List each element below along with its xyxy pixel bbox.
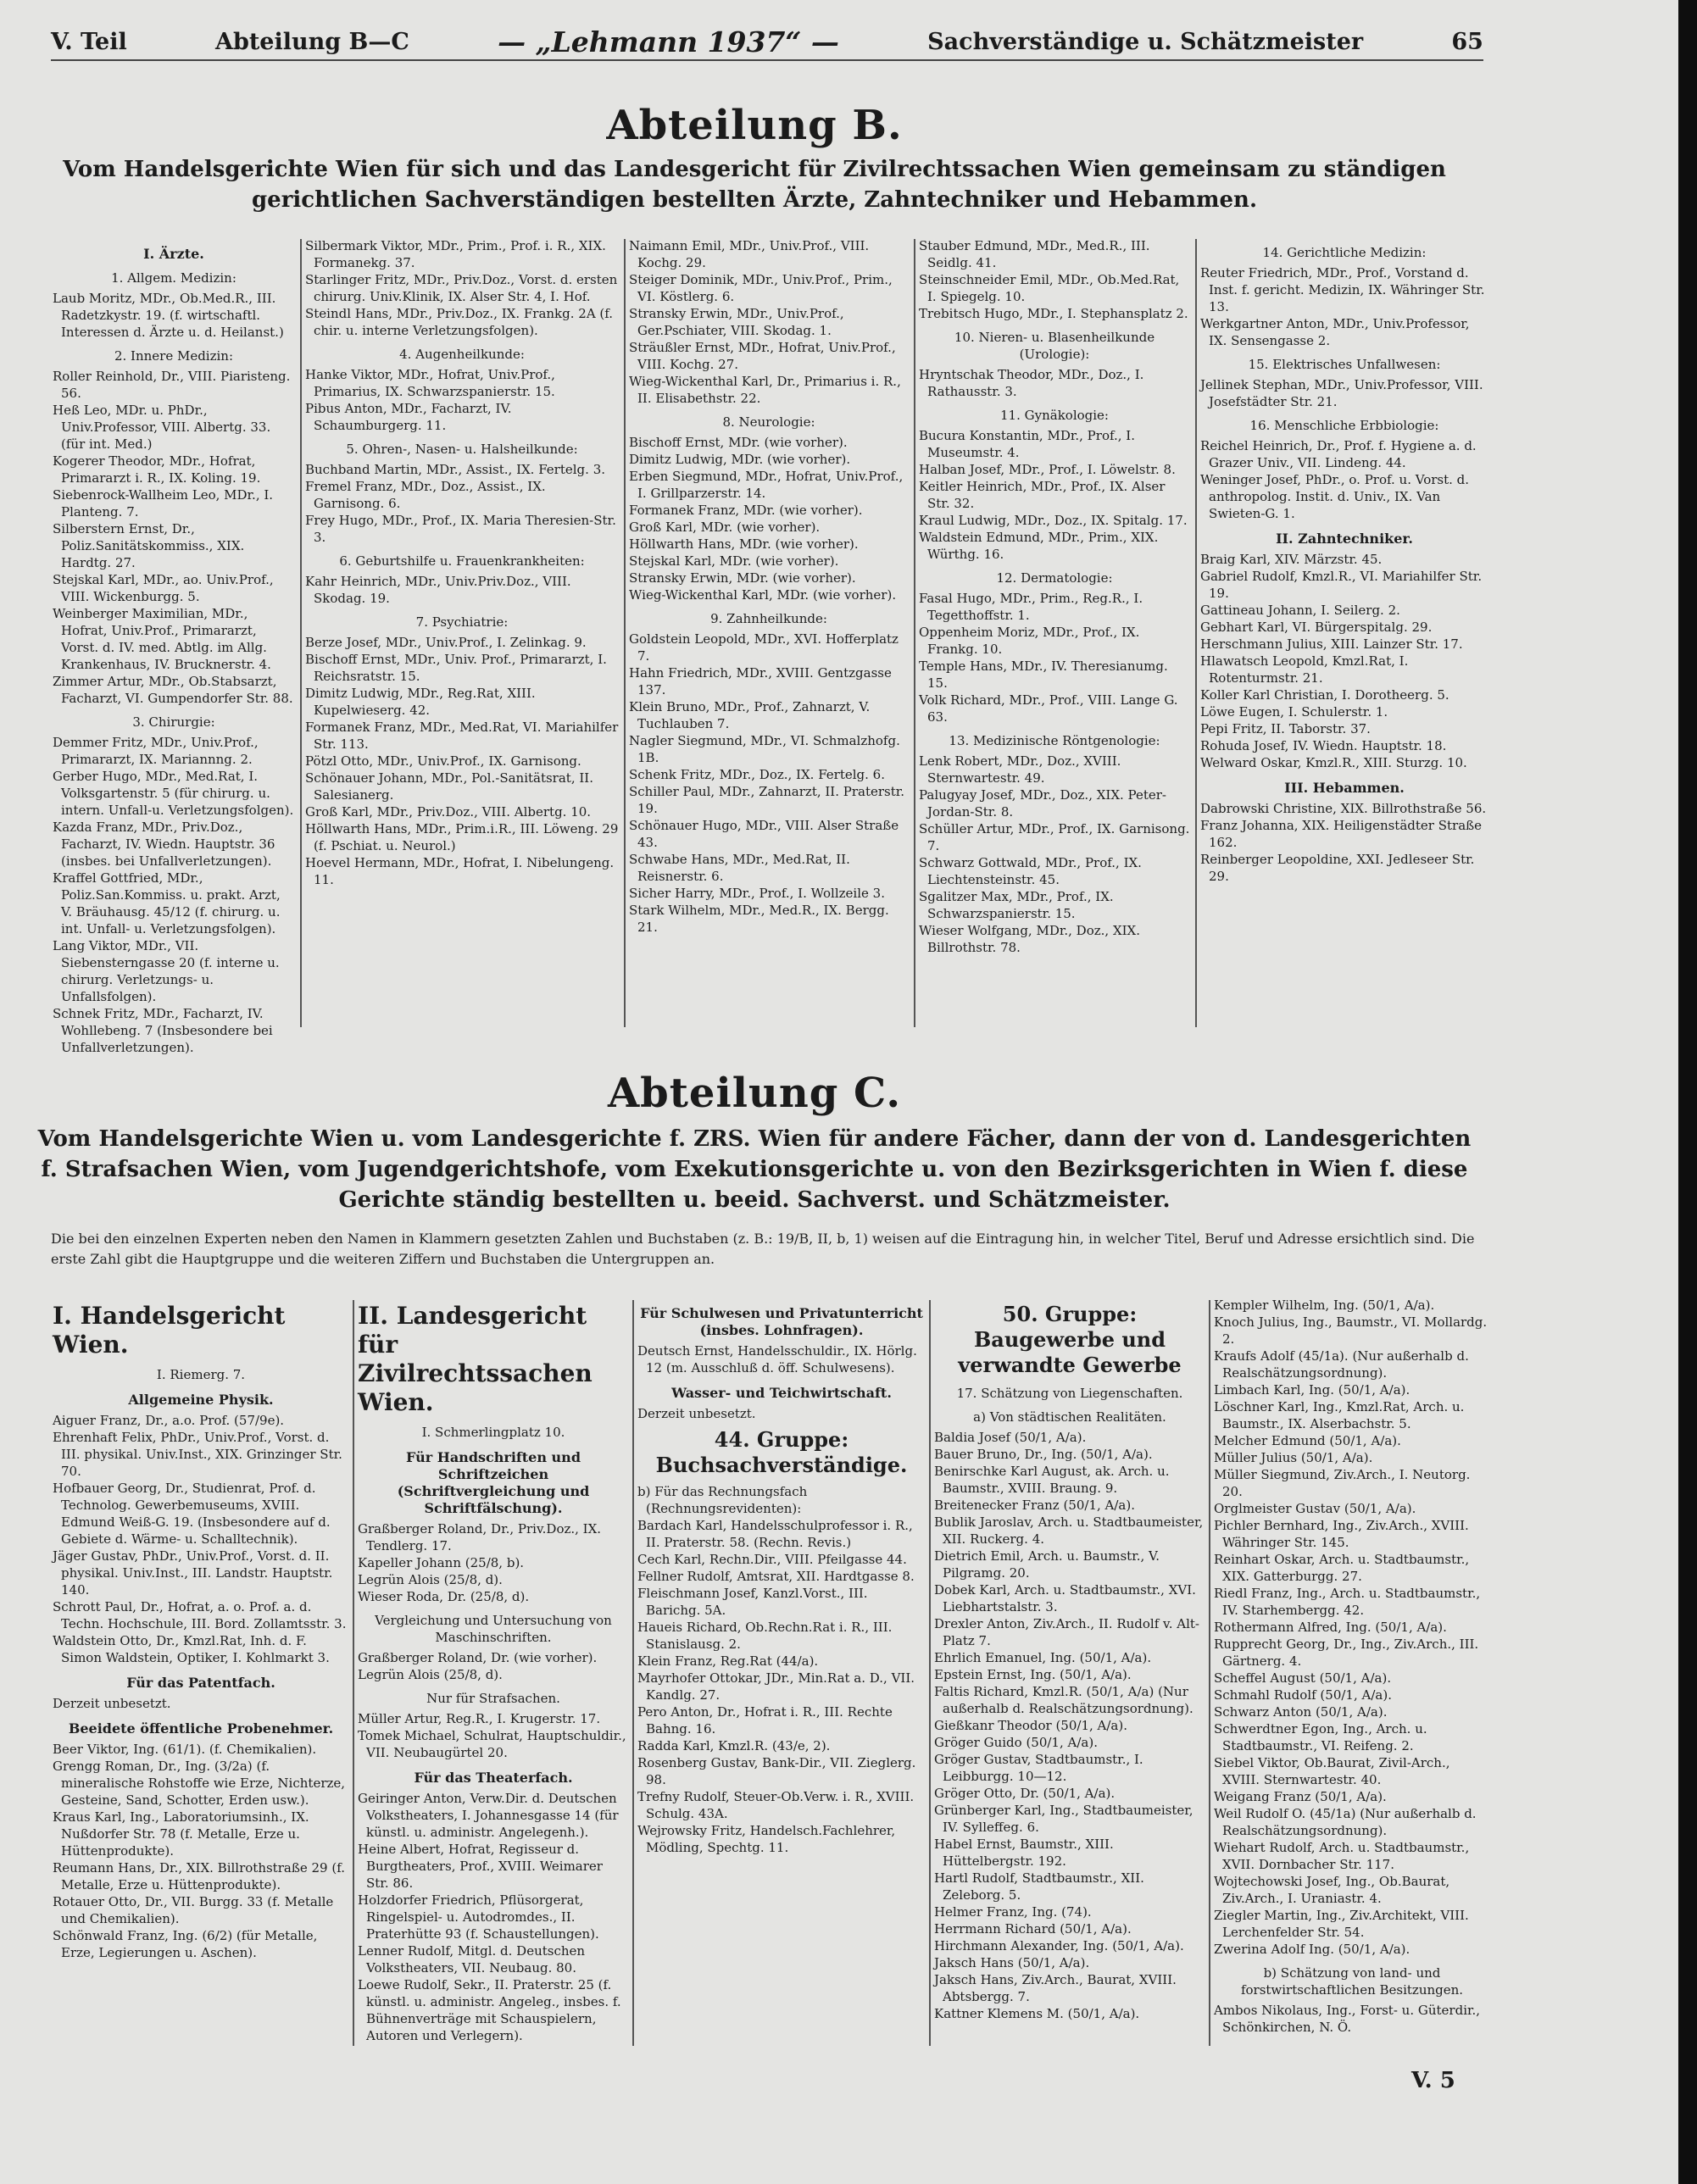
list-item: Gerber Hugo, MDr., Med.Rat, I. Volksgartenstr. 5 (für chirurg. u. intern. Unfall-u. Verletzungsfolgen). [53,769,294,818]
list-item: Kraffel Gottfried, MDr., Poliz.San.Kommiss. u. prakt. Arzt, V. Bräuhausg. 45/12 (f. chirurg. u. int. Unfall- u. Verletzungsfolgen). [53,870,281,936]
section-b-column-2 [305,237,619,1034]
list-item: Gröger Otto, Dr. (50/1, A/a). [934,1786,1116,1801]
list-item: Schwerdtner Egon, Ing., Arch. u. Stadtbaumstr., VI. Reifeng. 2. [1214,1721,1427,1753]
list-item: Gröger Guido (50/1, A/a). [934,1735,1098,1750]
list-item: Rosenberg Gustav, Bank-Dir., VII. Zieglerg. 98. [637,1755,916,1787]
list-item: Silberstern Ernst, Dr., Poliz.Sanitätskommiss., XIX. Hardtg. 27. [53,521,245,570]
list-item: Heine Albert, Hofrat, Regisseur d. Burgtheaters, Prof., XVIII. Weimarer Str. 86. [358,1842,603,1891]
list-item: Müller Artur, Reg.R., I. Krugerstr. 17. [358,1711,601,1726]
list-item: Loewe Rudolf, Sekr., II. Praterstr. 25 (f. künstl. u. administr. Angeleg., insbes. f. Bühnenverträge mit Schauspielern, Autoren und Verlegern). [358,1977,621,2043]
subheading: 4. Augenheilkunde: [399,347,525,362]
list-item: Helmer Franz, Ing. (74). [934,1904,1092,1920]
section-b-subtitle: Vom Handelsgerichte Wien für sich und das Landesgericht für Zivilrechtssachen Wien gemeinsam zu ständigen gerichtlichen Sachverständigen bestellten Ärzte, Zahntechniker und Hebammen. [63,157,1446,213]
list-item: Steindl Hans, MDr., Priv.Doz., IX. Frankg. 2A (f. chir. u. interne Verletzungsfolgen). [305,306,614,338]
subheading: 1. Allgem. Medizin: [111,270,236,286]
list-item: Pibus Anton, MDr., Facharzt, IV. Schaumburgerg. 11. [305,401,512,433]
list-item: Faltis Richard, Kmzl.R. (50/1, A/a) (Nur außerhalb d. Realschätzungsordnung). [934,1684,1193,1716]
list-item: Gießkanr Theodor (50/1, A/a). [934,1718,1127,1733]
list-item: Hanke Viktor, MDr., Hofrat, Univ.Prof., Primarius, IX. Schwarzspanierstr. 15. [305,367,555,399]
list-item: Halban Josef, MDr., Prof., I. Löwelstr. 8. [919,462,1176,477]
list-item: Schwarz Anton (50/1, A/a). [1214,1704,1388,1720]
column-rule [1195,239,1197,1027]
list-item: Bischoff Ernst, MDr., Univ. Prof., Primararzt, I. Reichsratstr. 15. [305,652,607,684]
list-item: Riedl Franz, Ing., Arch. u. Stadtbaumstr., IV. Starhembergg. 42. [1214,1586,1481,1618]
list-item: Ziegler Martin, Ing., Ziv.Architekt, VIII. Lerchenfelder Str. 54. [1214,1908,1469,1940]
list-item: Cech Karl, Rechn.Dir., VIII. Pfeilgasse 44. [637,1552,907,1567]
list-item: Graßberger Roland, Dr. (wie vorher). [358,1650,598,1665]
list-item: Starlinger Fritz, MDr., Priv.Doz., Vorst. d. ersten chirurg. Univ.Klinik, IX. Alser Str. 4, I. Hof. [305,272,618,304]
subheading: I. Riemerg. 7. [156,1367,246,1382]
list-item: Kattner Klemens M. (50/1, A/a). [934,2006,1140,2021]
list-item: Kogerer Theodor, MDr., Hofrat, Primararzt i. R., IX. Koling. 19. [53,453,261,486]
list-item: Groß Karl, MDr., Priv.Doz., VIII. Albertg. 10. [305,804,592,820]
list-item: Sgalitzer Max, MDr., Prof., IX. Schwarzspanierstr. 15. [919,889,1114,921]
list-item: Kraufs Adolf (45/1a). (Nur außerhalb d. Realschätzungsordnung). [1214,1348,1469,1381]
list-item: Löwe Eugen, I. Schulerstr. 1. [1200,704,1388,720]
list-item: Heß Leo, MDr. u. PhDr., Univ.Professor, VIII. Albertg. 33. (für int. Med.) [53,403,271,452]
list-item: Kraus Karl, Ing., Laboratoriumsinh., IX. Nußdorfer Str. 78 (f. Metalle, Erze u. Hüttenprodukte). [53,1809,309,1859]
heading: III. Hebammen. [1284,780,1405,796]
list-item: Hoevel Hermann, MDr., Hofrat, I. Nibelungeng. 11. [305,855,615,887]
list-item: Dietrich Emil, Arch. u. Baumstr., V. Pilgramg. 20. [934,1548,1160,1581]
column-rule [632,1300,634,2046]
list-item: Schwabe Hans, MDr., Med.Rat, II. Reisnerstr. 6. [629,852,850,884]
heading: Für das Patentfach. [126,1675,275,1691]
list-item: Keitler Heinrich, MDr., Prof., IX. Alser Str. 32. [919,479,1166,511]
heading: 44. Gruppe: Buchsachverständige. [655,1427,908,1477]
list-item: Drexler Anton, Ziv.Arch., II. Rudolf v. Alt-Platz 7. [934,1616,1199,1648]
page-number: 65 [1451,28,1483,55]
list-item: Pepi Fritz, II. Taborstr. 37. [1200,721,1371,736]
list-item: Wojtechowski Josef, Ing., Ob.Baurat, Ziv.Arch., I. Uraniastr. 4. [1214,1874,1450,1906]
list-item: Legrün Alois (25/8, d). [358,1572,503,1587]
list-item: Pichler Bernhard, Ing., Ziv.Arch., XVIII. Währinger Str. 145. [1214,1518,1469,1550]
list-item: Schüller Artur, MDr., Prof., IX. Garnisong. 7. [919,821,1190,853]
list-item: Klein Franz, Reg.Rat (44/a). [637,1653,819,1669]
list-item: Temple Hans, MDr., IV. Theresianumg. 15. [919,659,1168,691]
section-b-column-4 [919,237,1190,1034]
footer-mark: V. 5 [1411,2068,1455,2093]
list-item: Aiguer Franz, Dr., a.o. Prof. (57/9e). [53,1413,285,1428]
heading: II. Zahntechniker. [1276,531,1413,547]
running-head [51,24,1483,61]
list-item: Reichel Heinrich, Dr., Prof. f. Hygiene a. d. Grazer Univ., VII. Lindeng. 44. [1200,438,1477,470]
list-item: Oppenheim Moriz, MDr., Prof., IX. Frankg. 10. [919,625,1140,657]
section-c-title: Abteilung C. [607,1070,902,1117]
heading: I. Handelsgericht Wien. [53,1302,286,1359]
list-item: Formanek Franz, MDr., Med.Rat, VI. Mariahilfer Str. 113. [305,720,619,752]
list-item: Schiller Paul, MDr., Zahnarzt, II. Praterstr. 19. [629,784,905,816]
list-item: Werkgartner Anton, MDr., Univ.Professor, IX. Sensengasse 2. [1200,316,1470,348]
list-item: Trefny Rudolf, Steuer-Ob.Verw. i. R., XVIII. Schulg. 43A. [637,1789,915,1821]
list-item: Schönauer Hugo, MDr., VIII. Alser Straße 43. [629,818,899,850]
list-item: Lenk Robert, MDr., Doz., XVIII. Sternwartestr. 49. [919,753,1121,786]
list-item: Jellinek Stephan, MDr., Univ.Professor, VIII. Josefstädter Str. 21. [1200,377,1483,409]
list-item: Kahr Heinrich, MDr., Univ.Priv.Doz., VIII. Skodag. 19. [305,574,571,606]
list-item: Jaksch Hans, Ziv.Arch., Baurat, XVIII. Abtsbergg. 7. [934,1972,1177,2004]
topic-label: Sachverständige u. Schätzmeister [927,28,1364,55]
list-item: Fremel Franz, MDr., Doz., Assist., IX. Garnisong. 6. [305,479,546,511]
list-item: Jäger Gustav, PhDr., Univ.Prof., Vorst. d. II. physikal. Univ.Inst., III. Landstr. Hauptstr. 140. [53,1548,333,1598]
list-item: Stark Wilhelm, MDr., Med.R., IX. Bergg. 21. [629,903,889,935]
list-item: Ehrenhaft Felix, PhDr., Univ.Prof., Vorst. d. III. physikal. Univ.Inst., XIX. Grinzinger Str. 70. [53,1430,342,1479]
list-item: Stransky Erwin, MDr. (wie vorher). [629,570,856,586]
reference-note: Die bei den einzelnen Experten neben den Namen in Klammern gesetzten Zahlen und Buchstaben (z. B.: 19/B, II, b, 1) weisen auf die Eintragung hin, in welcher Titel, Beruf und Adresse ersichtlich sind. Die erste Zahl gibt die Hauptgruppe und die weiteren Ziffern und Buchstaben die Untergruppen an. [51,1231,1475,1267]
list-item: Herrmann Richard (50/1, A/a). [934,1921,1132,1937]
list-item: Geiringer Anton, Verw.Dir. d. Deutschen Volkstheaters, I. Johannesgasse 14 (für künstl. u. administr. Angelegenh.). [358,1791,619,1840]
list-item: Gebhart Karl, VI. Bürgerspitalg. 29. [1200,620,1433,635]
subheading: 6. Geburtshilfe u. Frauenkrankheiten: [339,553,585,569]
list-item: Reumann Hans, Dr., XIX. Billrothstraße 29 (f. Metalle, Erze u. Hüttenprodukte). [53,1860,345,1892]
list-item: Franz Johanna, XIX. Heiligenstädter Straße 162. [1200,818,1483,850]
list-item: Naimann Emil, MDr., Univ.Prof., VIII. Kochg. 29. [629,238,870,270]
list-item: Höllwarth Hans, MDr., Prim.i.R., III. Löweng. 29 (f. Pschiat. u. Neurol.) [305,821,619,853]
list-item: Weigang Franz (50/1, A/a). [1214,1789,1387,1804]
subheading: a) Von städtischen Realitäten. [973,1409,1166,1425]
list-item: Hofbauer Georg, Dr., Studienrat, Prof. d. Technolog. Gewerbemuseums, XVIII. Edmund Weiß-G. 19. (Insbesondere auf d. Gebiete d. Wärme- u. Schalltechnik). [53,1481,331,1547]
list-item: Graßberger Roland, Dr., Priv.Doz., IX. Tendlerg. 17. [358,1521,602,1553]
heading: Für Handschriften und Schriftzeichen (Schriftvergleichung und Schriftfälschung). [397,1449,590,1516]
list-item: Müller Siegmund, Ziv.Arch., I. Neutorg. 20. [1214,1467,1471,1499]
list-item: Grengg Roman, Dr., Ing. (3/2a) (f. mineralische Rohstoffe wie Erze, Nichterze, Gesteine, Sand, Schotter, Erden usw.). [53,1759,346,1808]
subheading: 11. Gynäkologie: [1000,408,1109,423]
list-item: Derzeit unbesetzt. [53,1696,171,1711]
heading: Für das Theaterfach. [414,1770,573,1786]
list-item: Lang Viktor, MDr., VII. Siebensterngasse 20 (f. interne u. chirurg. Verletzungs- u. Unfallsfolgen). [53,938,280,1004]
list-item: Bucura Konstantin, MDr., Prof., I. Museumstr. 4. [919,428,1135,460]
list-item: Steiger Dominik, MDr., Univ.Prof., Prim., VI. Köstlerg. 6. [629,272,893,304]
list-item: Haueis Richard, Ob.Rechn.Rat i. R., III. Stanislausg. 2. [637,1620,893,1652]
list-item: Schnek Fritz, MDr., Facharzt, IV. Wohllebeng. 7 (Insbesondere bei Unfallverletzungen). [53,1006,273,1055]
list-item: Dabrowski Christine, XIX. Billrothstraße 56. [1200,801,1487,816]
list-item: Trebitsch Hugo, MDr., I. Stephansplatz 2. [919,306,1188,321]
list-item: Legrün Alois (25/8, d). [358,1667,503,1682]
list-item: Benirschke Karl August, ak. Arch. u. Baumstr., XVIII. Braung. 9. [934,1464,1170,1496]
list-item: Schrott Paul, Dr., Hofrat, a. o. Prof. a. d. Techn. Hochschule, III. Bord. Zollamtsstr. 3. [53,1599,347,1631]
list-item: Knoch Julius, Ing., Baumstr., VI. Mollardg. 2. [1214,1314,1488,1347]
list-item: Stejskal Karl, MDr. (wie vorher). [629,553,839,569]
subheading: 15. Elektrisches Unfallwesen: [1248,357,1441,372]
list-item: Rupprecht Georg, Dr., Ing., Ziv.Arch., III. Gärtnerg. 4. [1214,1637,1479,1669]
subheading: 2. Innere Medizin: [114,348,234,364]
list-item: Silbermark Viktor, MDr., Prim., Prof. i. R., XIX. Formanekg. 37. [305,238,606,270]
subheading: Vergleichung und Untersuchung von Maschinschriften. [375,1613,612,1645]
list-item: Frey Hugo, MDr., Prof., IX. Maria Theresien-Str. 3. [305,513,616,545]
list-item: Waldstein Otto, Dr., Kmzl.Rat, Inh. d. F. Simon Waldstein, Optiker, I. Kohlmarkt 3. [53,1633,330,1665]
list-item: Gröger Gustav, Stadtbaumstr., I. Leibburgg. 10—12. [934,1752,1143,1784]
list-item: Demmer Fritz, MDr., Univ.Prof., Primararzt, IX. Mariannng. 2. [53,735,259,767]
column-rule [914,239,915,1027]
heading: Wasser- und Teichwirtschaft. [671,1385,892,1401]
list-item: Rohuda Josef, IV. Wiedn. Hauptstr. 18. [1200,738,1447,753]
list-item: Schmahl Rudolf (50/1, A/a). [1214,1687,1392,1703]
subheading: 16. Menschliche Erbbiologie: [1249,418,1439,433]
list-item: Radda Karl, Kmzl.R. (43/e, 2). [637,1738,831,1753]
list-item: Weninger Josef, PhDr., o. Prof. u. Vorst. d. anthropolog. Instit. d. Univ., IX. Van Swieten-G. 1. [1200,472,1470,521]
list-item: Pötzl Otto, MDr., Univ.Prof., IX. Garnisong. [305,753,581,769]
list-item: Grünberger Karl, Ing., Stadtbaumeister, IV. Sylleffeg. 6. [934,1803,1193,1835]
column-rule [353,1300,354,2046]
section-c-column-3 [637,1297,926,2059]
list-item: Erben Siegmund, MDr., Hofrat, Univ.Prof., I. Grillparzerstr. 14. [629,469,904,501]
heading: Für Schulwesen und Privatunterricht (insbes. Lohnfragen). [640,1305,923,1338]
list-item: Rothermann Alfred, Ing. (50/1, A/a). [1214,1620,1447,1635]
list-item: Tomek Michael, Schulrat, Hauptschuldir., VII. Neubaugürtel 20. [358,1728,626,1760]
list-item: Hahn Friedrich, MDr., XVIII. Gentzgasse 137. [629,665,892,697]
subheading: b) Schätzung von land- und forstwirtschaftlichen Besitzungen. [1240,1965,1464,1998]
heading: 50. Gruppe: Baugewerbe und verwandte Gewerbe [958,1302,1182,1377]
list-item: Reinhart Oskar, Arch. u. Stadtbaumstr., XIX. Gatterburgg. 27. [1214,1552,1470,1584]
list-item: Müller Julius (50/1, A/a). [1214,1450,1373,1465]
list-item: Jaksch Hans (50/1, A/a). [934,1955,1090,1970]
column-rule [1209,1300,1210,2046]
heading: II. Landesgericht für Zivilrechtssachen Wien. [358,1302,593,1416]
list-item: Bardach Karl, Handelsschulprofessor i. R., II. Praterstr. 58. (Rechn. Revis.) [637,1518,913,1550]
subheading: Nur für Strafsachen. [426,1691,560,1706]
list-item: Mayrhofer Ottokar, JDr., Min.Rat a. D., VII. Kandlg. 27. [637,1670,915,1703]
list-item: Löschner Karl, Ing., Kmzl.Rat, Arch. u. Baumstr., IX. Alserbachstr. 5. [1214,1399,1465,1431]
list-item: Reuter Friedrich, MDr., Prof., Vorstand d. Inst. f. gericht. Medizin, IX. Währinger Str. 13. [1200,265,1485,314]
list-item: Stransky Erwin, MDr., Univ.Prof., Ger.Pschiater, VIII. Skodag. 1. [629,306,844,338]
list-item: Schönauer Johann, MDr., Pol.-Sanitätsrat, II. Salesianerg. [305,770,593,803]
list-item: Wejrowsky Fritz, Handelsch.Fachlehrer, Mödling, Spechtg. 11. [637,1823,896,1855]
list-item: Breitenecker Franz (50/1, A/a). [934,1498,1135,1513]
list-item: Steinschneider Emil, MDr., Ob.Med.Rat, I. Spiegelg. 10. [919,272,1180,304]
list-item: Goldstein Leopold, MDr., XVI. Hofferplatz 7. [629,631,899,664]
list-item: Schenk Fritz, MDr., Doz., IX. Fertelg. 6. [629,767,885,782]
heading: Beeidete öffentliche Probenehmer. [68,1720,334,1737]
list-item: Derzeit unbesetzt. [637,1406,756,1421]
list-item: Kazda Franz, MDr., Priv.Doz., Facharzt, IV. Wiedn. Hauptstr. 36 (insbes. bei Unfallverletzungen). [53,820,275,869]
part-label: V. Teil [51,28,127,55]
list-item: Roller Reinhold, Dr., VIII. Piaristeng. 56. [53,369,291,401]
list-item: Herschmann Julius, XIII. Lainzer Str. 17. [1200,636,1463,652]
publication-label: — „Lehmann 1937“ — [498,25,839,58]
list-item: Stejskal Karl, MDr., ao. Univ.Prof., VIII. Wickenburgg. 5. [53,572,274,604]
list-item: Nagler Siegmund, MDr., VI. Schmalzhofg. 1B. [629,733,900,765]
list-item: Fleischmann Josef, Kanzl.Vorst., III. Barichg. 5A. [637,1586,868,1618]
list-item: Wieg-Wickenthal Karl, MDr. (wie vorher). [629,587,897,603]
column-rule [300,239,302,1027]
column-rule [929,1300,931,2046]
list-item: Scheffel August (50/1, A/a). [1214,1670,1392,1686]
subheading: 3. Chirurgie: [132,714,215,730]
list-item: Höllwarth Hans, MDr. (wie vorher). [629,536,859,552]
list-item: Wieser Wolfgang, MDr., Doz., XIX. Billrothstr. 78. [919,923,1140,955]
list-item: Hartl Rudolf, Stadtbaumstr., XII. Zeleborg. 5. [934,1870,1144,1903]
column-rule [624,239,626,1027]
list-item: Sträußler Ernst, MDr., Hofrat, Univ.Prof., VIII. Kochg. 27. [629,340,896,372]
list-item: Volk Richard, MDr., Prof., VIII. Lange G. 63. [919,692,1178,725]
list-item: Palugyay Josef, MDr., Doz., XIX. Peter-Jordan-Str. 8. [919,787,1166,820]
heading: Allgemeine Physik. [128,1392,274,1408]
list-item: Hlawatsch Leopold, Kmzl.Rat, I. Rotenturmstr. 21. [1200,653,1409,686]
list-item: Fellner Rudolf, Amtsrat, XII. Hardtgasse 8. [637,1569,915,1584]
list-item: Stauber Edmund, MDr., Med.R., III. Seidlg. 41. [919,238,1150,270]
list-item: Dobek Karl, Arch. u. Stadtbaumstr., XVI. Liebhartstalstr. 3. [934,1582,1196,1614]
list-item: Siebel Viktor, Ob.Baurat, Zivil-Arch., XVIII. Sternwartestr. 40. [1214,1755,1450,1787]
list-item: Buchband Martin, MDr., Assist., IX. Fertelg. 3. [305,462,606,477]
subheading: 7. Psychiatrie: [415,614,509,630]
list-item: Bischoff Ernst, MDr. (wie vorher). [629,435,848,450]
section-c-column-2 [358,1297,629,2059]
subheading: 12. Dermatologie: [996,570,1113,586]
list-item: Hirchmann Alexander, Ing. (50/1, A/a). [934,1938,1184,1953]
subheading: 14. Gerichtliche Medizin: [1262,245,1427,260]
list-item: Rotauer Otto, Dr., VII. Burgg. 33 (f. Metalle und Chemikalien). [53,1894,334,1926]
list-item: Sicher Harry, MDr., Prof., I. Wollzeile 3. [629,886,885,901]
list-item: Siebenrock-Wallheim Leo, MDr., I. Planteng. 7. [53,487,274,520]
section-c-column-4 [934,1297,1205,2059]
list-item: Koller Karl Christian, I. Dorotheerg. 5. [1200,687,1449,703]
list-item: Weinberger Maximilian, MDr., Hofrat, Univ.Prof., Primararzt, Vorst. d. IV. med. Abtlg. im Allg. Krankenhaus, IV. Brucknerstr. 4. [53,606,271,672]
list-item: Wiehart Rudolf, Arch. u. Stadtbaumstr., XVII. Dornbacher Str. 117. [1214,1840,1470,1872]
section-label: Abteilung B—C [215,28,409,55]
list-item: Kapeller Johann (25/8, b). [358,1555,525,1570]
list-item: Holzdorfer Friedrich, Pflüsorgerat, Ringelspiel- u. Autodromdes., II. Praterhütte 93 (f. Schaustellungen). [358,1892,599,1942]
section-b-column-3 [629,237,909,1034]
list-item: Braig Karl, XIV. Märzstr. 45. [1200,552,1383,567]
list-item: Lenner Rudolf, Mitgl. d. Deutschen Volkstheaters, VII. Neubaug. 80. [358,1943,586,1976]
list-item: Epstein Ernst, Ing. (50/1, A/a). [934,1667,1132,1682]
list-item: Schönwald Franz, Ing. (6/2) (für Metalle, Erze, Legierungen u. Aschen). [53,1928,318,1960]
section-b-column-5 [1200,237,1488,1034]
list-item: Reinberger Leopoldine, XXI. Jedleseer Str. 29. [1200,852,1475,884]
subheading: 17. Schätzung von Liegenschaften. [956,1386,1183,1401]
section-b-title: Abteilung B. [606,102,903,149]
list-item: Beer Viktor, Ing. (61/1). (f. Chemikalien). [53,1742,317,1757]
list-item: Zimmer Artur, MDr., Ob.Stabsarzt, Facharzt, VI. Gumpendorfer Str. 88. [53,674,293,706]
list-item: Habel Ernst, Baumstr., XIII. Hüttelbergstr. 192. [934,1837,1114,1869]
list-item: Schwarz Gottwald, MDr., Prof., IX. Liechtensteinstr. 45. [919,855,1142,887]
subheading: 9. Zahnheilkunde: [710,611,827,626]
list-item: Waldstein Edmund, MDr., Prim., XIX. Würthg. 16. [919,530,1159,562]
list-item: Berze Josef, MDr., Univ.Prof., I. Zelinkag. 9. [305,635,587,650]
section-c-column-1 [53,1297,349,2059]
list-item: Fasal Hugo, MDr., Prim., Reg.R., I. Tegetthoffstr. 1. [919,591,1143,623]
subheading: 5. Ohren-, Nasen- u. Halsheilkunde: [346,442,578,457]
list-item: Dimitz Ludwig, MDr. (wie vorher). [629,452,851,467]
list-item: Formanek Franz, MDr. (wie vorher). [629,503,863,518]
list-item: Zwerina Adolf Ing. (50/1, A/a). [1214,1942,1410,1957]
list-item: Orglmeister Gustav (50/1, A/a). [1214,1501,1416,1516]
list-item: Dimitz Ludwig, MDr., Reg.Rat, XIII. Kupelwieserg. 42. [305,686,536,718]
subheading: 13. Medizinische Röntgenologie: [949,733,1160,748]
list-item: Groß Karl, MDr. (wie vorher). [629,520,821,535]
list-item: Kempler Wilhelm, Ing. (50/1, A/a). [1214,1298,1435,1313]
subheading: 10. Nieren- u. Blasenheilkunde (Urologie): [954,330,1155,362]
list-item: Deutsch Ernst, Handelsschuldir., IX. Hörlg. 12 (m. Ausschluß d. öff. Schulwesens). [637,1343,917,1375]
subheading: 8. Neurologie: [722,414,815,430]
list-item: Ehrlich Emanuel, Ing. (50/1, A/a). [934,1650,1152,1665]
section-b-column-1 [53,237,295,1055]
list-item: Wieg-Wickenthal Karl, Dr., Primarius i. R., II. Elisabethstr. 22. [629,374,901,406]
heading: I. Ärzte. [143,246,204,262]
section-c-column-5 [1214,1297,1490,2059]
list-item: Wieser Roda, Dr. (25/8, d). [358,1589,530,1604]
list-item: b) Für das Rechnungsfach (Rechnungsrevidenten): [637,1484,808,1516]
subheading: I. Schmerlingplatz 10. [421,1425,565,1440]
list-item: Hryntschak Theodor, MDr., Doz., I. Rathausstr. 3. [919,367,1144,399]
list-item: Gattineau Johann, I. Seilerg. 2. [1200,603,1400,618]
list-item: Kraul Ludwig, MDr., Doz., IX. Spitalg. 17. [919,513,1188,528]
list-item: Bublik Jaroslav, Arch. u. Stadtbaumeister, XII. Ruckerg. 4. [934,1514,1204,1547]
list-item: Klein Bruno, MDr., Prof., Zahnarzt, V. Tuchlauben 7. [629,699,871,731]
list-item: Welward Oskar, Kmzl.R., XIII. Sturzg. 10. [1200,755,1467,770]
list-item: Melcher Edmund (50/1, A/a). [1214,1433,1401,1448]
list-item: Limbach Karl, Ing. (50/1, A/a). [1214,1382,1410,1398]
list-item: Ambos Nikolaus, Ing., Forst- u. Güterdir., Schönkirchen, N. Ö. [1214,2003,1481,2035]
list-item: Baldia Josef (50/1, A/a). [934,1430,1087,1445]
section-c-subtitle: Vom Handelsgerichte Wien u. vom Landesgerichte f. ZRS. Wien für andere Fächer, dann der von d. Landesgerichten f. Strafsachen Wien, vom Jugendgerichtshofe, vom Exekutionsgerichte u. von den Bezirksgerichten in Wien f. diese Gerichte ständig bestellten u. beeid. Sachverst. und Schätzmeister. [37,1126,1472,1213]
list-item: Weil Rudolf O. (45/1a) (Nur außerhalb d. Realschätzungsordnung). [1214,1806,1477,1838]
list-item: Bauer Bruno, Dr., Ing. (50/1, A/a). [934,1447,1153,1462]
list-item: Pero Anton, Dr., Hofrat i. R., III. Rechte Bahng. 16. [637,1704,893,1737]
list-item: Gabriel Rudolf, Kmzl.R., VI. Mariahilfer Str. 19. [1200,569,1483,601]
list-item: Laub Moritz, MDr., Ob.Med.R., III. Radetzkystr. 19. (f. wirtschaftl. Interessen d. Ärzte u. d. Heilanst.) [53,291,284,340]
